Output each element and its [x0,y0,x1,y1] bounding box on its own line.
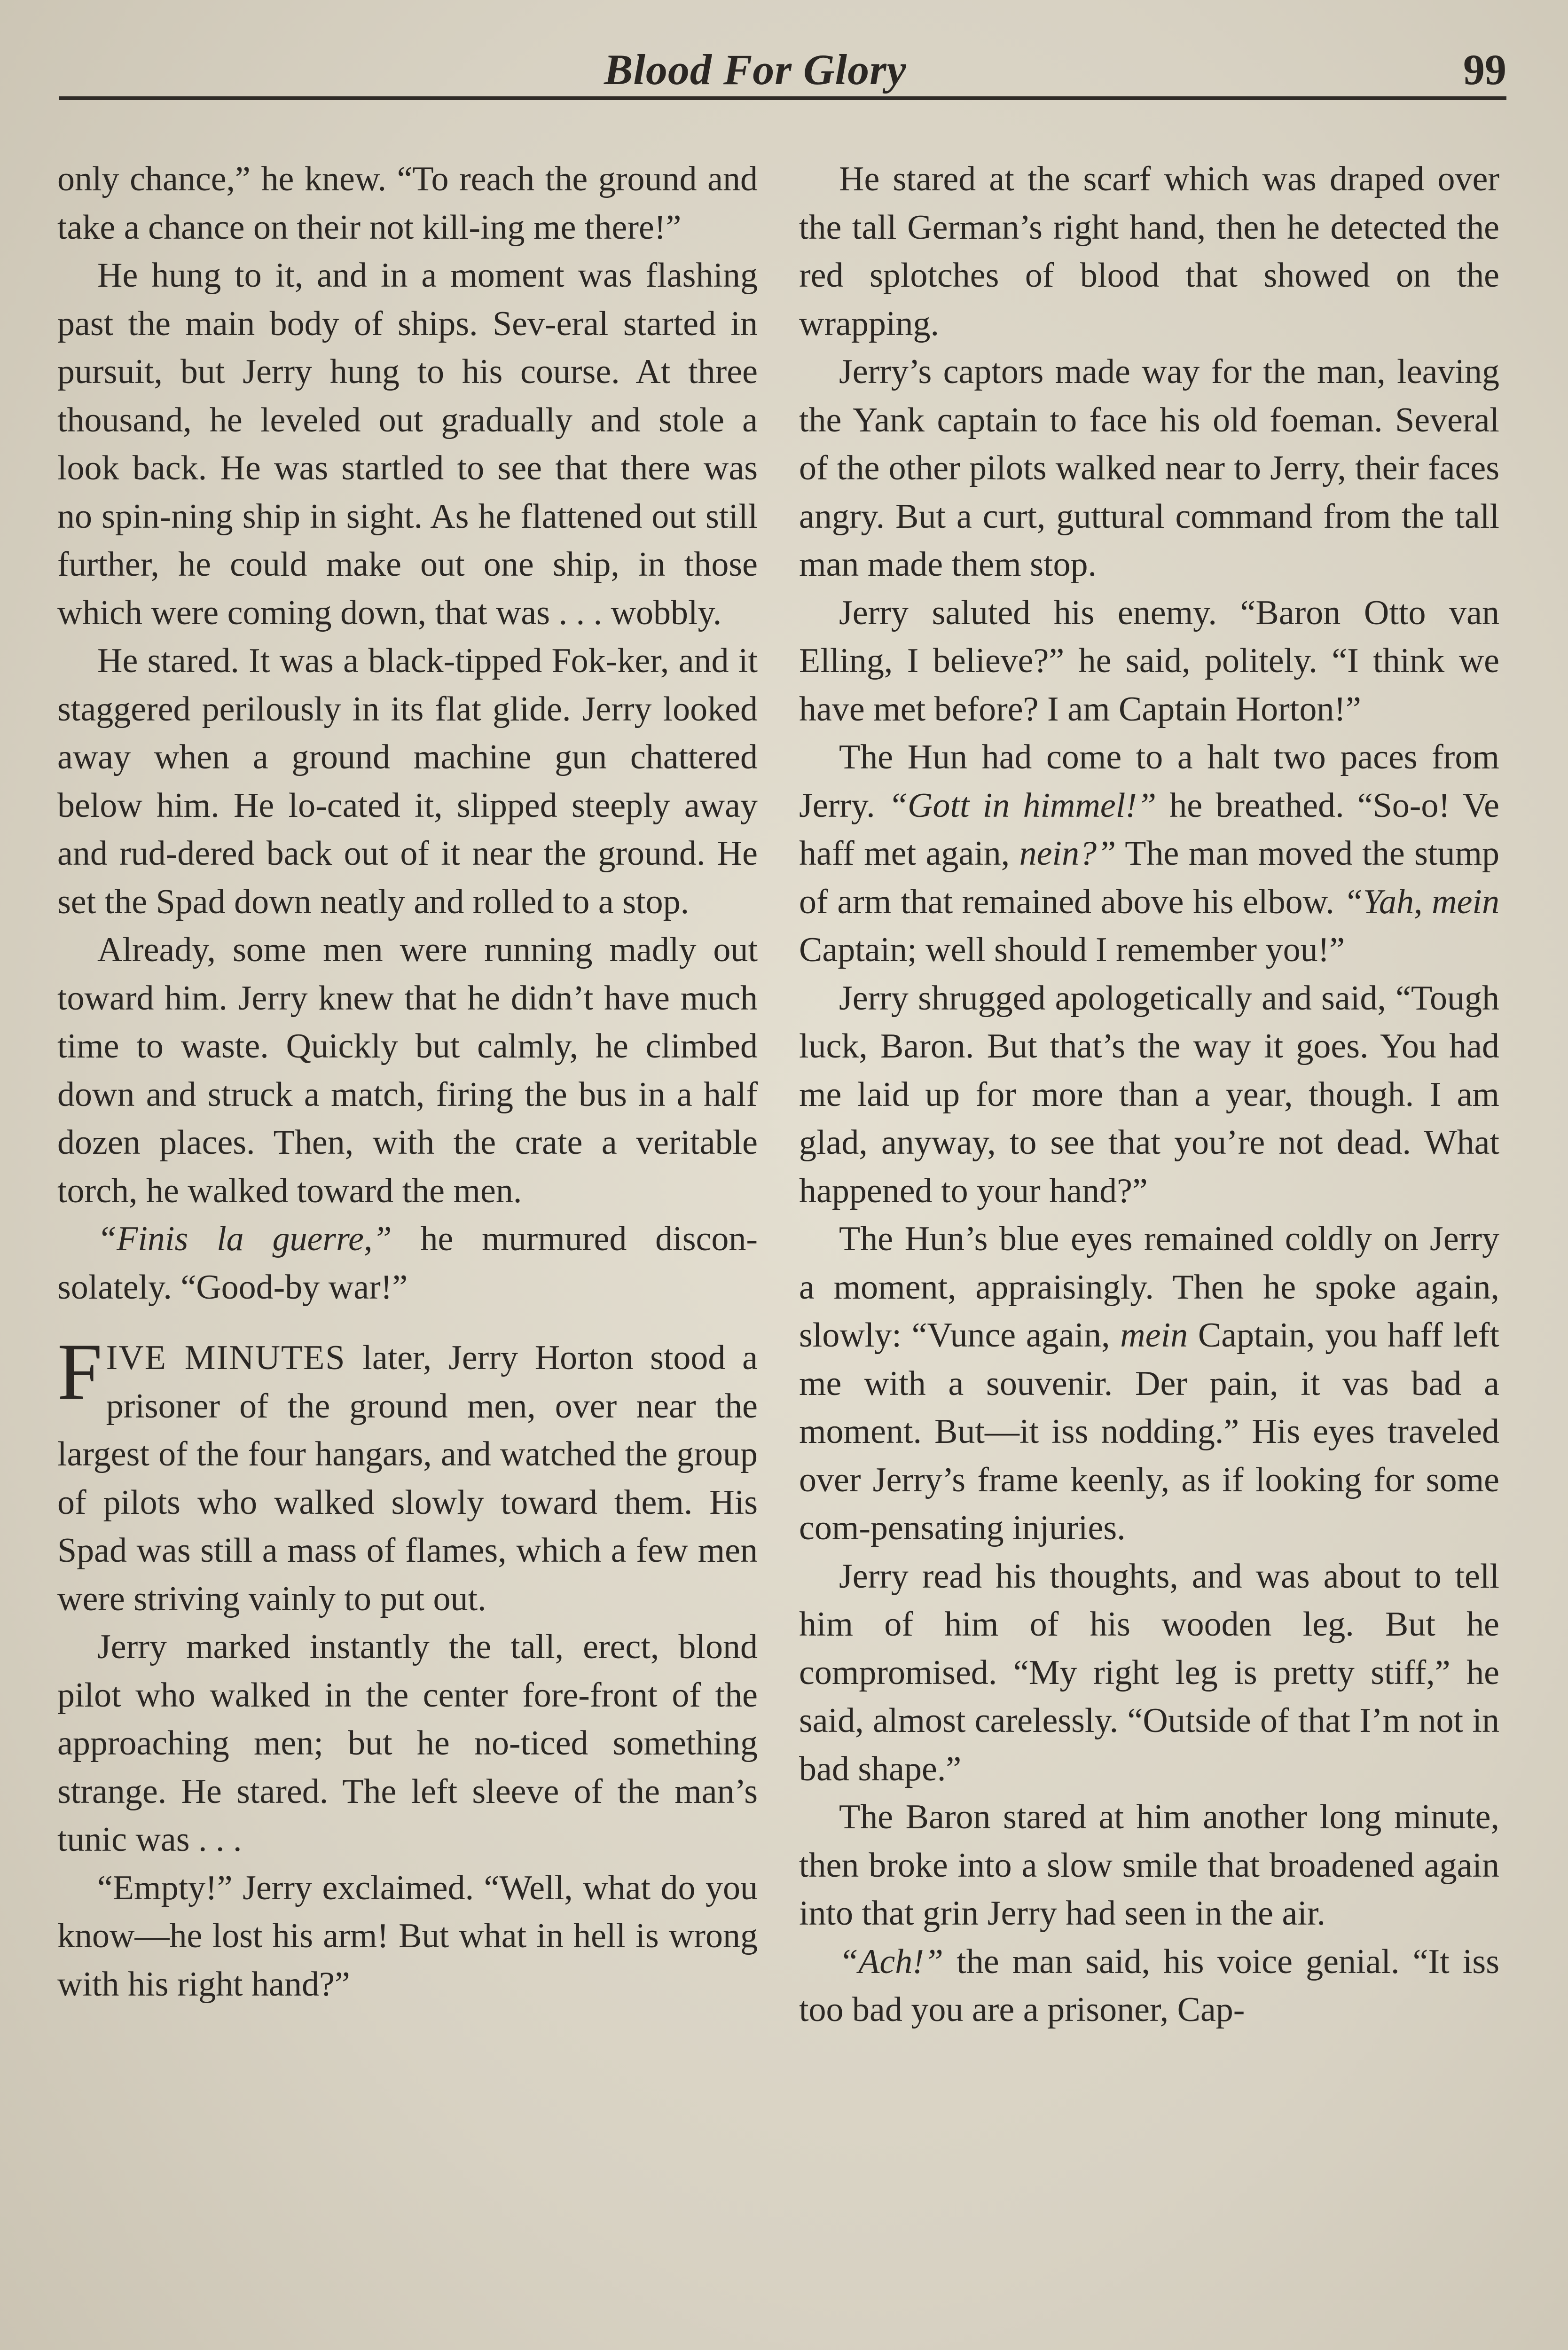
paragraph: Jerry shrugged apologetically and said, “Tough luck, Baron. But that’s the way it goes. You had me laid up for more than a year, though. I am glad, anyway, to see that you’re not dead. What happened to your hand?” [799,979,1499,1210]
paragraph [799,1938,1499,2034]
italic-phrase: “Finis la guerre,” [97,1220,392,1258]
paragraph [57,1215,758,1311]
paragraph-text: Captain; well should I remember you!” [799,931,1345,969]
left-column [57,155,758,2008]
paragraph-text: the man said, his voice genial. “It iss too bad you are a prisoner, Cap- [799,1942,1499,2029]
right-column [799,155,1499,2034]
header-rule [59,96,1506,100]
paragraph: Already, some men were running madly out toward him. Jerry knew that he didn’t have much time to waste. Quickly but calmly, he climbed down and struck a match, firing the bus in a half dozen places. Then, with the crate a veritable torch, he walked toward the men. [57,931,758,1210]
paragraph-text: he murmured discon-solately. “Good-by war!” [57,1220,758,1307]
paragraph: Jerry read his thoughts, and was about to tell him of him of his wooden leg. But he compromised. “My right leg is pretty stiff,” he said, almost carelessly. “Outside of that I’m not in bad shape.” [799,1557,1499,1788]
paragraph: only chance,” he knew. “To reach the ground and take a chance on their not kill-ing me there!” [57,160,758,247]
paragraph: He hung to it, and in a moment was flashing past the main body of ships. Sev-eral started in pursuit, but Jerry hung to his course. At three thousand, he leveled out gradually and stole a look back. He was startled to see that there was no spin-ning ship in sight. As he flattened out still further, he could make out one ship, in those which were coming down, that was . . . wobbly. [57,256,758,632]
paragraph: Jerry’s captors made way for the man, leaving the Yank captain to face his old foeman. Several of the other pilots walked near to Jerry, their faces angry. But a curt, guttural command from the tall man made them stop. [799,352,1499,584]
italic-phrase: “Gott in himmel!” [888,786,1157,825]
paragraph-text: later, Jerry Horton stood a prisoner of the ground men, over near the largest of the four hangars, and watched the group of pilots who walked slowly toward them. His Spad was still a mass of flames, which a few men were striving vainly to put out. [57,1339,758,1618]
paragraph-text: The Hun had come to a halt two paces from Jerry. [799,738,1499,825]
italic-phrase: “Ach!” [839,1942,943,1981]
page-header [59,45,1506,96]
italic-phrase: mein [1120,1316,1188,1355]
paragraph-text: he breathed. “So-o! Ve haff met again, [799,786,1499,873]
paragraph [799,1215,1499,1552]
paragraph-text: Captain, you haff left me with a souvenir. Der pain, it vas bad a moment. But—it iss nodding.” His eyes traveled over Jerry’s frame keenly, as if looking for some com-pensating injuries. [799,1316,1499,1547]
paragraph: He stared at the scarf which was draped over the tall German’s right hand, then he detected the red splotches of blood that showed on the wrapping. [799,160,1499,343]
paragraph: The Baron stared at him another long minute, then broke into a slow smile that broadened again into that grin Jerry had seen in the air. [799,1798,1499,1933]
section-opening-paragraph [57,1327,758,1623]
italic-phrase: nein?” [1019,834,1116,873]
paragraph-text: The Hun’s blue eyes remained coldly on Jerry a moment, appraisingly. Then he spoke again, slowly: “Vunce again, [799,1220,1499,1355]
running-title: Blood For Glory [604,46,907,94]
drop-cap: F [57,1327,102,1417]
paragraph-text: The man moved the stump of arm that remained above his elbow. [799,834,1499,921]
italic-phrase: “Yah, mein [1343,882,1499,921]
paragraph: Jerry saluted his enemy. “Baron Otto van Elling, I believe?” he said, politely. “I think we have met before? I am Captain Horton!” [799,593,1499,728]
section-break [57,1311,758,1334]
opening-caps: IVE MINUTES [106,1339,346,1377]
paragraph: Jerry marked instantly the tall, erect, blond pilot who walked in the center fore-front of the approaching men; but he no-ticed something strange. He stared. The left sleeve of the man’s tunic was . . . [57,1628,758,1859]
paragraph: “Empty!” Jerry exclaimed. “Well, what do you know—he lost his arm! But what in hell is wrong with his right hand?” [57,1868,758,2004]
paragraph [799,733,1499,974]
page-number: 99 [1463,46,1506,94]
paragraph: He stared. It was a black-tipped Fok-ker, and it staggered perilously in its flat glide. Jerry looked away when a ground machine gun chattered below him. He lo-cated it, slipped steeply away and rud-dered back out of it near the ground. He set the Spad down neatly and rolled to a stop. [57,642,758,921]
